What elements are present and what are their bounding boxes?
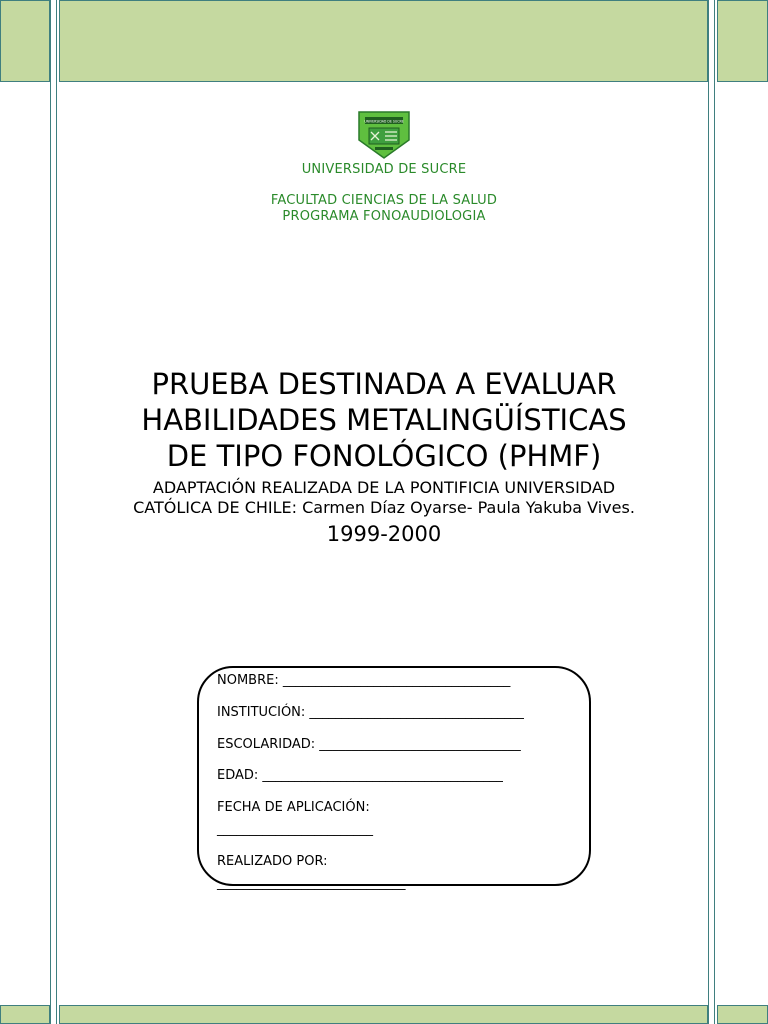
field-institucion[interactable]: INSTITUCIÓN: _________________________________ [217,705,524,720]
field-escolaridad[interactable]: ESCOLARIDAD: _______________________________ [217,737,521,752]
title-block [0,366,768,546]
bottom-left-band [0,1005,50,1024]
title-line-2: HABILIDADES METALINGÜÍSTICAS [141,403,627,437]
title-line-3: DE TIPO FONOLÓGICO (PHMF) [166,439,602,473]
title-line-1: PRUEBA DESTINADA A EVALUAR [151,367,617,401]
field-fecha-label: FECHA DE APLICACIÓN: [217,800,370,815]
field-edad[interactable]: EDAD: _____________________________________ [217,768,503,783]
document-title [104,366,664,474]
field-realizado-label: REALIZADO POR: [217,854,328,869]
university-logo [357,110,411,160]
bottom-center-band [59,1005,708,1024]
bottom-right-band [717,1005,768,1024]
years: 1999-2000 [326,522,442,546]
document-header [0,110,768,225]
university-name: UNIVERSIDAD DE SUCRE [301,162,467,177]
patient-data-form [197,666,591,891]
top-right-band [717,0,768,82]
adaptation-note: ADAPTACIÓN REALIZADA DE LA PONTIFICIA UNIVERSIDAD CATÓLICA DE CHILE: Carmen Díaz Oyarse- Paula Yakuba Vives. [133,478,635,517]
field-fecha-line[interactable]: ________________________ [217,822,373,837]
logo-text: UNIVERSIDAD DE SUCRE [364,119,404,124]
program-name: PROGRAMA FONOAUDIOLOGIA [282,209,486,224]
field-nombre[interactable]: NOMBRE: ___________________________________ [217,673,511,688]
top-center-band [59,0,708,82]
top-left-band [0,0,50,82]
field-realizado-line[interactable]: _____________________________ [217,876,406,891]
faculty-name: FACULTAD CIENCIAS DE LA SALUD [270,193,498,208]
